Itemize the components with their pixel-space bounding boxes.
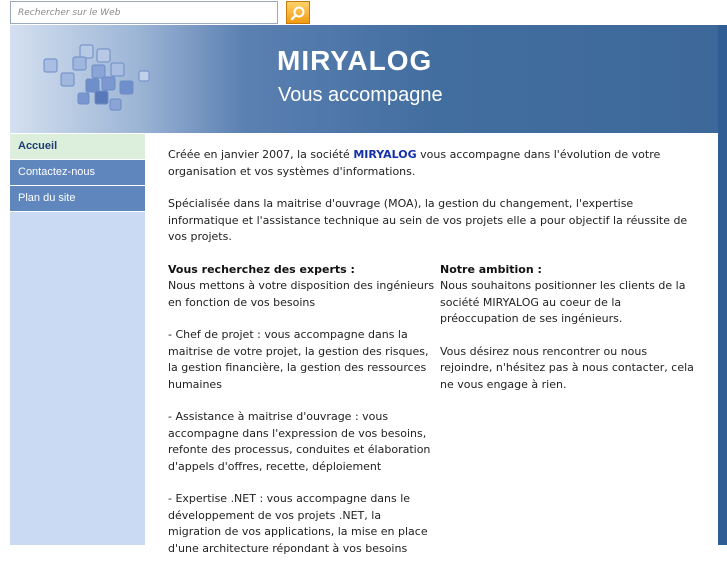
experts-intro: Nous mettons à votre disposition des ingénieurs en fonction de vos besoins xyxy=(168,278,436,311)
site-title: MIRYALOG xyxy=(277,45,432,77)
ambition-column xyxy=(440,262,700,410)
two-columns xyxy=(168,262,696,562)
bullet-moa: - Assistance à maitrise d'ouvrage : vous accompagne dans l'expression de vos besoins, refonte des processus, conduites et élaboration d'appels d'offres, recette, déploiement xyxy=(168,409,436,475)
nav-item-contact[interactable]: Contactez-nous xyxy=(10,160,145,186)
nav-item-sitemap[interactable]: Plan du site xyxy=(10,186,145,212)
experts-column xyxy=(168,262,436,573)
experts-heading: Vous recherchez des experts : xyxy=(168,262,436,279)
search-input[interactable] xyxy=(10,1,278,24)
main-content xyxy=(168,147,696,562)
intro-text-end: vous accompagne dans l'évolution de votre organisation et vos systèmes d'informations. xyxy=(168,148,660,178)
header-banner xyxy=(10,25,718,133)
intro-text: Créée en janvier 2007, la société xyxy=(168,148,353,161)
search-bar xyxy=(10,1,301,24)
ambition-heading: Notre ambition : xyxy=(440,262,700,279)
bullet-dotnet: - Expertise .NET : vous accompagne dans le développement de vos projets .NET, la migration de vos applications, la mise en place d'une architecture répondant à vos besoins xyxy=(168,491,436,557)
bullet-chef-projet: - Chef de projet : vous accompagne dans la maitrise de votre projet, la gestion des risques, la gestion financière, la gestion des ressources humaines xyxy=(168,327,436,393)
brand-link[interactable]: MIRYALOG xyxy=(353,148,416,161)
site-subtitle: Vous accompagne xyxy=(278,84,443,107)
ambition-text: Nous souhaitons positionner les clients de la société MIRYALOG au coeur de la préoccupation de ses ingénieurs. xyxy=(440,278,700,328)
nav-item-accueil[interactable]: Accueil xyxy=(10,134,145,160)
intro-paragraph xyxy=(168,147,696,180)
logo-icon xyxy=(40,43,150,118)
search-icon xyxy=(290,5,306,21)
page-edge xyxy=(718,25,727,545)
sidebar xyxy=(10,133,145,545)
search-button[interactable] xyxy=(286,1,310,24)
speciality-paragraph: Spécialisée dans la maitrise d'ouvrage (MOA), la gestion du changement, l'expertise informatique et l'assistance technique au sein de vos projets elle a pour objectif la réussite de vos projets. xyxy=(168,196,696,246)
contact-text: Vous désirez nous rencontrer ou nous rejoindre, n'hésitez pas à nous contacter, cela ne vous engage à rien. xyxy=(440,344,700,394)
